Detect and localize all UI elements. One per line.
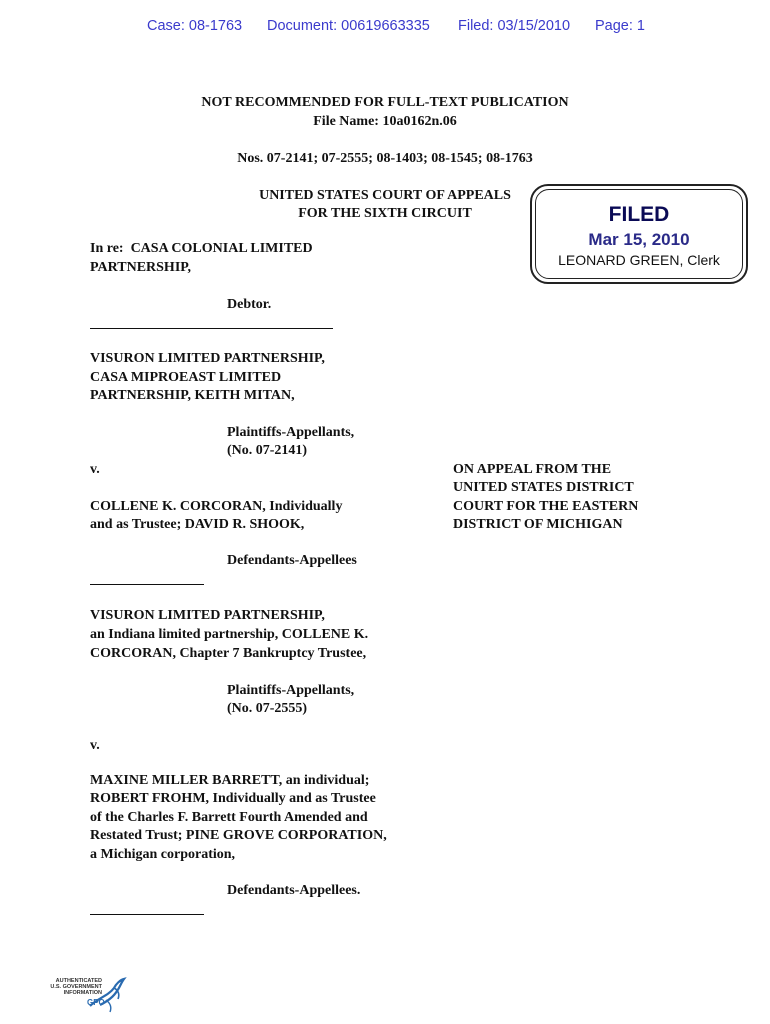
case1-defendant-line: and as Trustee; DAVID R. SHOOK,	[90, 517, 305, 532]
appeal-line: DISTRICT OF MICHIGAN	[453, 517, 623, 532]
divider-rule	[90, 914, 204, 915]
case2-plaintiff-line: VISURON LIMITED PARTNERSHIP,	[90, 608, 325, 623]
appeal-line: COURT FOR THE EASTERN	[453, 499, 639, 514]
in-re-line1: In re: CASA COLONIAL LIMITED	[90, 241, 313, 256]
document-number-header: Document: 00619663335	[267, 18, 430, 34]
case1-defendants-role: Defendants-Appellees	[227, 553, 357, 568]
gpo-mark: GPO	[87, 998, 105, 1007]
filed-stamp	[530, 184, 748, 284]
appeal-line: UNITED STATES DISTRICT	[453, 480, 634, 495]
case2-versus: v.	[90, 738, 100, 753]
stamp-date: Mar 15, 2010	[588, 230, 690, 249]
case1-plaintiff-line: PARTNERSHIP, KEITH MITAN,	[90, 388, 295, 403]
filed-date-header: Filed: 03/15/2010	[458, 18, 571, 34]
case1-defendant-line: COLLENE K. CORCORAN, Individually	[90, 499, 343, 514]
court-circuit: FOR THE SIXTH CIRCUIT	[298, 206, 472, 221]
case2-defendant-line: a Michigan corporation,	[90, 847, 236, 862]
case2-plaintiff-line: an Indiana limited partnership, COLLENE K.	[90, 627, 369, 642]
stamp-clerk: LEONARD GREEN, Clerk	[558, 252, 720, 268]
gpo-text-line: AUTHENTICATED	[55, 978, 102, 984]
gpo-text-line: INFORMATION	[63, 990, 102, 997]
debtor-label: Debtor.	[227, 297, 272, 312]
in-re-line2: PARTNERSHIP,	[90, 260, 192, 275]
case2-defendant-line: MAXINE MILLER BARRETT, an individual;	[90, 773, 370, 788]
case2-defendant-line: Restated Trust; PINE GROVE CORPORATION,	[90, 828, 387, 843]
page-number-header: Page: 1	[595, 18, 645, 34]
case2-defendant-line: of the Charles F. Barrett Fourth Amended and	[90, 810, 368, 825]
divider-rule	[90, 584, 204, 585]
gpo-text-line: U.S. GOVERNMENT	[50, 984, 102, 991]
case-number-header: Case: 08-1763	[147, 18, 243, 34]
appeal-line: ON APPEAL FROM THE	[453, 462, 612, 477]
case2-defendant-line: ROBERT FROHM, Individually and as Trustee	[90, 791, 376, 806]
divider-rule	[90, 328, 333, 329]
case1-plaintiff-line: VISURON LIMITED PARTNERSHIP,	[90, 351, 325, 366]
stamp-title: FILED	[608, 203, 670, 226]
case2-plaintiffs-role: Plaintiffs-Appellants,	[227, 683, 355, 698]
case1-versus: v.	[90, 462, 100, 477]
file-name: File Name: 10a0162n.06	[313, 114, 457, 129]
publication-notice: NOT RECOMMENDED FOR FULL-TEXT PUBLICATION	[201, 95, 569, 110]
court-name: UNITED STATES COURT OF APPEALS	[259, 188, 511, 203]
case2-number: (No. 07-2555)	[227, 701, 308, 716]
case1-number: (No. 07-2141)	[227, 443, 308, 458]
case-numbers: Nos. 07-2141; 07-2555; 08-1403; 08-1545; 08-1763	[237, 151, 533, 166]
case1-plaintiff-line: CASA MIPROEAST LIMITED	[90, 370, 282, 385]
case2-defendants-role: Defendants-Appellees.	[227, 883, 361, 898]
case1-plaintiffs-role: Plaintiffs-Appellants,	[227, 425, 355, 440]
gpo-eagle-icon	[84, 974, 128, 1018]
case2-plaintiff-line: CORCORAN, Chapter 7 Bankruptcy Trustee,	[90, 646, 367, 661]
